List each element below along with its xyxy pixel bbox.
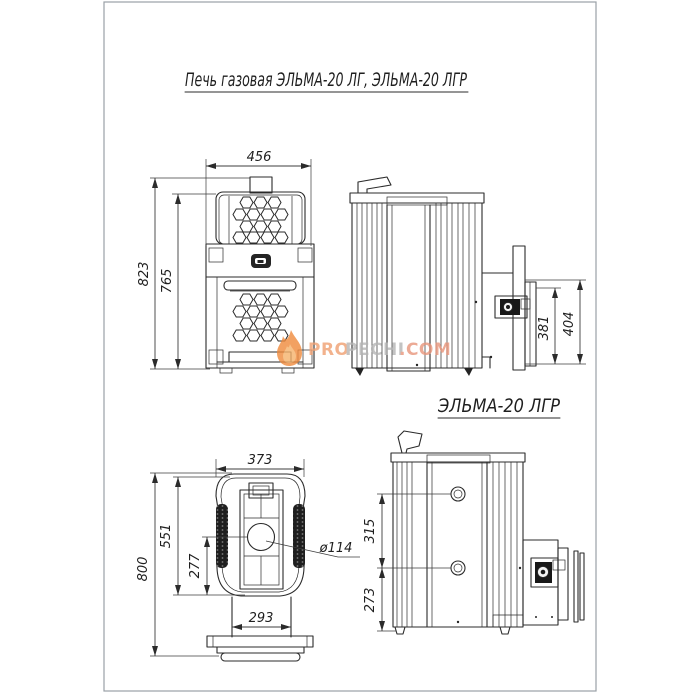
watermark-text-pro: PRO	[308, 340, 350, 360]
side-stone-band	[293, 504, 305, 568]
rivet	[416, 364, 418, 366]
dim-label-diameter: ø114	[319, 541, 353, 556]
rivet	[475, 301, 477, 303]
dim-label-456: 456	[246, 150, 272, 165]
dim-label-315: 315	[363, 518, 378, 544]
dim-label-381: 381	[537, 315, 552, 341]
dim-label-800: 800	[136, 556, 151, 582]
dim-label-765: 765	[160, 268, 175, 294]
dim-label-404: 404	[562, 311, 577, 337]
damper-handle	[251, 254, 271, 268]
rivet	[519, 567, 521, 569]
rivet	[551, 616, 553, 618]
watermark-text-com: .COM	[399, 340, 452, 360]
rivet	[535, 616, 537, 618]
variant-title: ЭЛЬМА-20 ЛГР	[437, 395, 561, 417]
side-stone-band	[216, 504, 228, 568]
watermark-text-pechi: PECHI	[345, 340, 405, 360]
dim-label-277: 277	[188, 553, 203, 579]
rivet	[457, 621, 459, 623]
dim-label-823: 823	[137, 261, 152, 287]
dim-label-273: 273	[363, 587, 378, 613]
dim-label-551: 551	[159, 523, 174, 549]
dim-label-293: 293	[248, 611, 274, 626]
main-title: Печь газовая ЭЛЬМА-20 ЛГ, ЭЛЬМА-20 ЛГР	[185, 69, 468, 91]
dim-label-373: 373	[247, 453, 273, 468]
